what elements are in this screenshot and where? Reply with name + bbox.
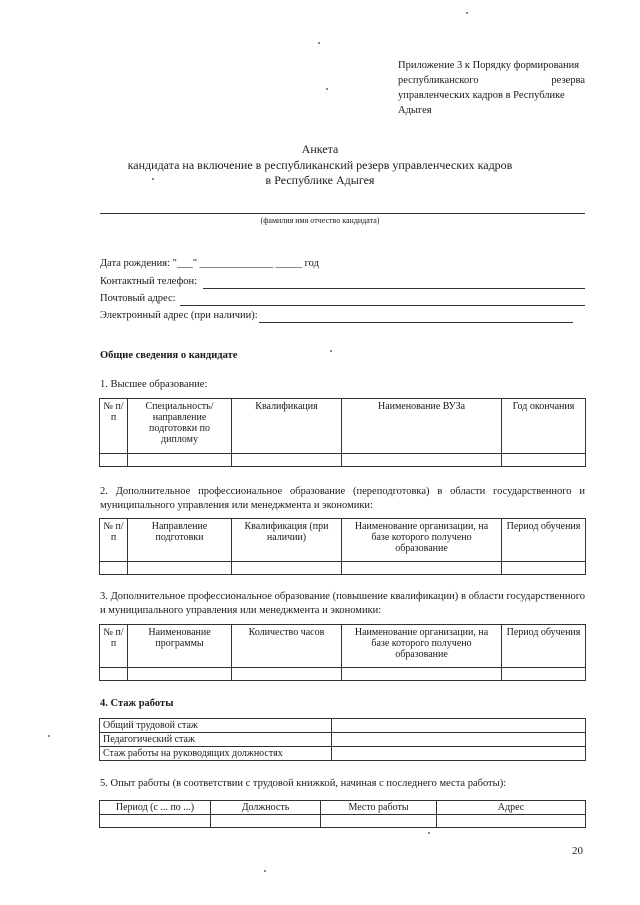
header-cell: Адрес (437, 801, 586, 815)
table-cell[interactable] (100, 562, 128, 575)
annex-line-2-right: резерва (551, 75, 585, 86)
table-cell[interactable] (321, 815, 437, 828)
postal-address-line[interactable] (180, 305, 585, 306)
scan-speck (326, 88, 328, 90)
header-cell: Должность (211, 801, 321, 815)
annex-line-2-left: республиканского (398, 75, 479, 86)
form-subtitle-line-1: кандидата на включение в республиканский резерв управленческих кадров (127, 158, 513, 172)
header-cell: № п/п (100, 519, 128, 562)
table-cell[interactable] (342, 454, 502, 467)
table-row (100, 815, 586, 828)
table-cell[interactable] (332, 747, 586, 761)
email-line[interactable] (259, 322, 573, 323)
work-history-table (99, 800, 586, 828)
table-cell[interactable] (100, 815, 211, 828)
table-cell[interactable] (332, 719, 586, 733)
annex-line-4: Адыгея (398, 105, 432, 116)
scan-speck (318, 42, 320, 44)
scan-speck (152, 178, 154, 180)
scan-speck (330, 350, 332, 352)
table-row (100, 668, 586, 681)
table-cell[interactable] (100, 668, 128, 681)
higher-education-table (99, 398, 586, 467)
table-cell[interactable] (128, 562, 232, 575)
table-header-row (100, 625, 586, 668)
table-cell[interactable] (232, 562, 342, 575)
phone-line[interactable] (203, 288, 585, 289)
general-info-heading: Общие сведения о кандидате (100, 350, 238, 361)
header-cell: Количество часов (232, 625, 342, 668)
table-cell[interactable] (100, 454, 128, 467)
table-header-row (100, 801, 586, 815)
annex-line-1: Приложение 3 к Порядку формирования (398, 60, 580, 71)
row-label: Стаж работы на руководящих должностях (100, 747, 332, 761)
table-row (100, 562, 586, 575)
section-2-title: 2. Дополнительное профессиональное образование (переподготовка) в области государственного и муниципального управления или менеджмента и экономики: (100, 486, 585, 511)
section-5-title: 5. Опыт работы (в соответствии с трудовой книжкой, начиная с последнего места работы): (100, 778, 507, 789)
qualification-upgrade-table (99, 624, 586, 681)
header-cell: Направление подготовки (128, 519, 232, 562)
header-cell: Квалификация (232, 399, 342, 454)
header-cell: № п/п (100, 399, 128, 454)
table-cell[interactable] (502, 668, 586, 681)
header-cell: Наименование организации, на базе которого получено образование (342, 519, 502, 562)
section-1-title: 1. Высшее образование: (100, 379, 208, 390)
row-label: Педагогический стаж (100, 733, 332, 747)
scan-speck (48, 735, 50, 737)
scan-speck (428, 832, 430, 834)
table-header-row (100, 519, 586, 562)
header-cell: Наименование программы (128, 625, 232, 668)
annex-line-3: управленческих кадров в Республике (398, 90, 565, 101)
scan-speck (466, 12, 468, 14)
table-row (100, 747, 586, 761)
table-cell[interactable] (342, 668, 502, 681)
table-cell[interactable] (502, 454, 586, 467)
header-cell: Квалификация (при наличии) (232, 519, 342, 562)
header-cell: Наименование ВУЗа (342, 399, 502, 454)
table-cell[interactable] (128, 454, 232, 467)
header-cell: Период обучения (502, 519, 586, 562)
phone-label: Контактный телефон: (100, 276, 198, 287)
work-experience-table (99, 718, 586, 761)
header-cell: Период (с ... по ...) (100, 801, 211, 815)
candidate-name-line[interactable] (100, 213, 585, 214)
page-number: 20 (572, 845, 583, 857)
table-row (100, 719, 586, 733)
candidate-name-hint: (фамилия имя отчество кандидата) (260, 216, 380, 225)
form-subtitle-line-2: в Республике Адыгея (265, 173, 375, 187)
table-cell[interactable] (502, 562, 586, 575)
annex-line-2 (398, 73, 585, 88)
header-cell: Место работы (321, 801, 437, 815)
birth-date-label: Дата рождения: "___" ______________ _____ год (100, 258, 319, 269)
header-cell: Период обучения (502, 625, 586, 668)
section-4-title: 4. Стаж работы (100, 698, 174, 709)
section-3-title: 3. Дополнительное профессиональное образование (повышение квалификации) в области государственного и муниципального управления или менеджмента и экономики: (100, 591, 585, 616)
header-cell: Год окончания (502, 399, 586, 454)
header-cell: Специальность/ направление подготовки по диплому (128, 399, 232, 454)
form-title: Анкета (301, 142, 339, 156)
table-cell[interactable] (332, 733, 586, 747)
header-cell: № п/п (100, 625, 128, 668)
postal-address-label: Почтовый адрес: (100, 293, 176, 304)
email-label: Электронный адрес (при наличии): (100, 310, 258, 321)
table-row (100, 454, 586, 467)
table-cell[interactable] (342, 562, 502, 575)
table-header-row (100, 399, 586, 454)
table-cell[interactable] (232, 454, 342, 467)
table-cell[interactable] (211, 815, 321, 828)
row-label: Общий трудовой стаж (100, 719, 332, 733)
retraining-table (99, 518, 586, 575)
table-row (100, 733, 586, 747)
annex-note (398, 58, 585, 118)
table-cell[interactable] (128, 668, 232, 681)
table-cell[interactable] (437, 815, 586, 828)
scan-speck (264, 870, 266, 872)
header-cell: Наименование организации, на базе которого получено образование (342, 625, 502, 668)
table-cell[interactable] (232, 668, 342, 681)
